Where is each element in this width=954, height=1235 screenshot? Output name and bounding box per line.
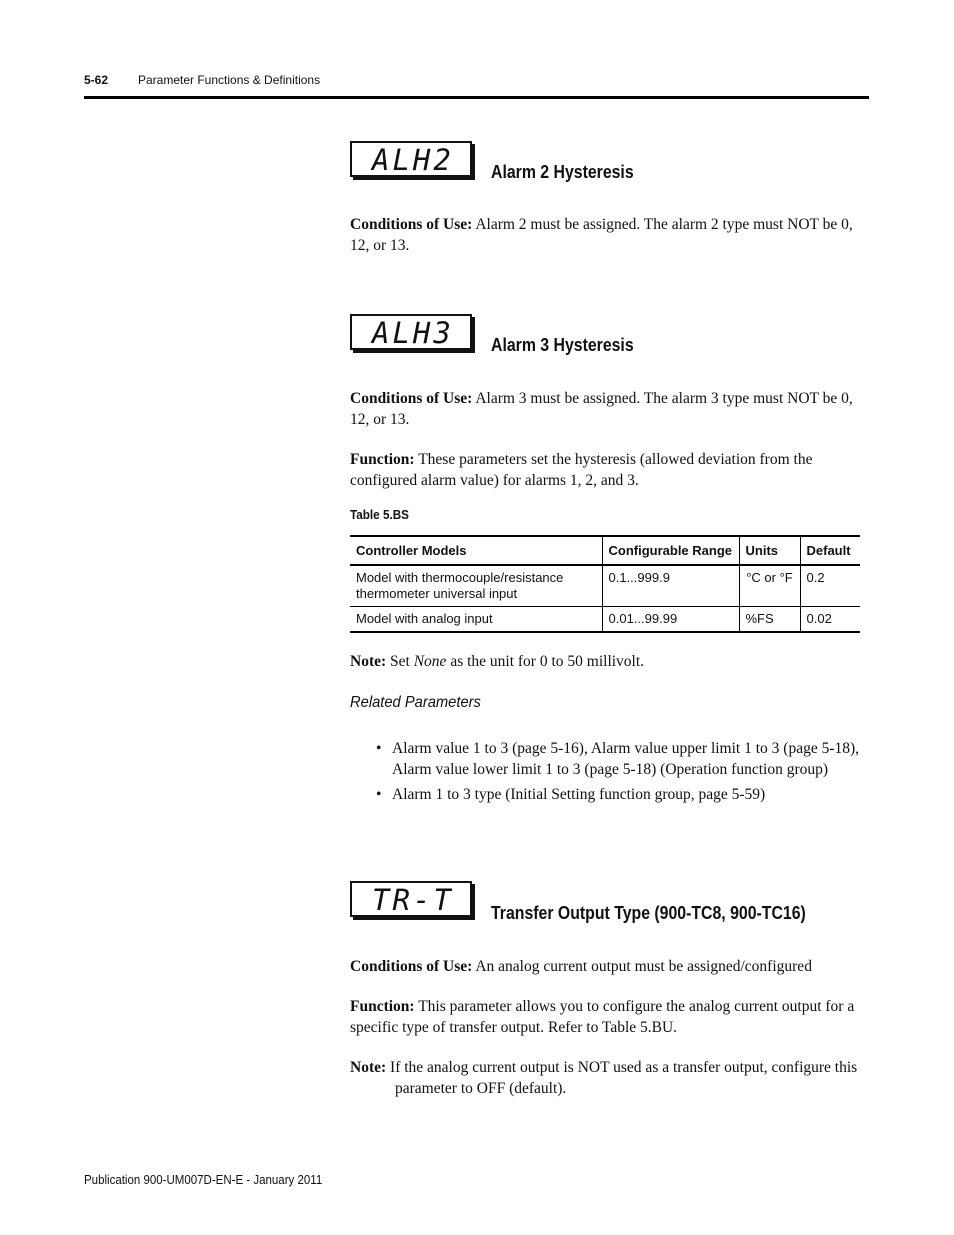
lcd-display-text: ALH3 xyxy=(372,316,454,350)
table-cell: 0.1...999.9 xyxy=(602,565,739,607)
table-header-cell: Configurable Range xyxy=(602,536,739,565)
related-parameters-list xyxy=(376,738,866,809)
table-cell: 0.02 xyxy=(800,607,860,633)
conditions-label: Conditions of Use: xyxy=(350,390,473,407)
lcd-display-trt xyxy=(350,881,472,917)
conditions-text: Alarm 2 must be assigned. The alarm 2 type must NOT be 0, 12, or 13. xyxy=(350,216,853,254)
table-cell: 0.01...99.99 xyxy=(602,607,739,633)
note-label: Note: xyxy=(350,653,387,670)
function-paragraph xyxy=(350,996,866,1038)
note-paragraph xyxy=(350,1057,866,1099)
conditions-label: Conditions of Use: xyxy=(350,958,473,975)
note-label: Note: xyxy=(350,1059,387,1076)
conditions-paragraph xyxy=(350,388,866,430)
note-emphasis: None xyxy=(413,653,447,670)
lcd-display-text: ALH2 xyxy=(372,143,454,177)
related-parameters-heading: Related Parameters xyxy=(350,694,481,711)
note-text-pre: Set xyxy=(390,653,410,670)
note-text: If the analog current output is NOT used as a transfer output, configure this parameter to OFF (default). xyxy=(390,1059,858,1097)
note-text-post: as the unit for 0 to 50 millivolt. xyxy=(450,653,645,670)
section-title: Transfer Output Type (900-TC8, 900-TC16) xyxy=(491,903,806,923)
conditions-paragraph xyxy=(350,956,866,977)
publication-footer: Publication 900-UM007D-EN-E - January 2011 xyxy=(84,1173,323,1187)
table-header-cell: Controller Models xyxy=(350,536,602,565)
function-text: This parameter allows you to configure the analog current output for a specific type of transfer output. Refer to Table 5.BU. xyxy=(350,998,855,1036)
conditions-paragraph xyxy=(350,214,866,256)
function-label: Function: xyxy=(350,998,415,1015)
lcd-display-alh2 xyxy=(350,141,472,177)
section-title: Alarm 2 Hysteresis xyxy=(491,162,634,182)
table-cell: %FS xyxy=(739,607,800,633)
table-cell: Model with analog input xyxy=(350,607,602,633)
header-rule xyxy=(84,96,869,99)
table-row xyxy=(350,607,860,633)
running-header: Parameter Functions & Definitions xyxy=(138,73,321,87)
list-item-text: Alarm 1 to 3 type (Initial Setting function group, page 5-59) xyxy=(392,786,766,803)
table-header-cell: Units xyxy=(739,536,800,565)
function-text: These parameters set the hysteresis (allowed deviation from the configured alarm value) for alarms 1, 2, and 3. xyxy=(350,451,813,489)
note-paragraph xyxy=(350,651,866,672)
conditions-text: Alarm 3 must be assigned. The alarm 3 type must NOT be 0, 12, or 13. xyxy=(350,390,853,428)
bullet-icon: • xyxy=(376,740,382,757)
parameter-table xyxy=(350,535,860,633)
list-item-text: Alarm value 1 to 3 (page 5-16), Alarm value upper limit 1 to 3 (page 5-18), Alarm value lower limit 1 to 3 (page 5-18) (Operation function group) xyxy=(392,740,860,778)
table-header-row xyxy=(350,536,860,565)
table-cell: Model with thermocouple/resistance thermometer universal input xyxy=(350,565,602,607)
function-label: Function: xyxy=(350,451,415,468)
table-caption: Table 5.BS xyxy=(350,507,409,522)
conditions-label: Conditions of Use: xyxy=(350,216,473,233)
table-row xyxy=(350,565,860,607)
conditions-text: An analog current output must be assigned/configured xyxy=(475,958,812,975)
list-item xyxy=(376,738,866,780)
page-number: 5-62 xyxy=(84,73,109,87)
table-cell: °C or °F xyxy=(739,565,800,607)
bullet-icon: • xyxy=(376,786,382,803)
list-item xyxy=(376,784,866,805)
section-title: Alarm 3 Hysteresis xyxy=(491,335,634,355)
function-paragraph xyxy=(350,449,866,491)
lcd-display-text: TR-T xyxy=(372,883,454,917)
lcd-display-alh3 xyxy=(350,314,472,350)
table-cell: 0.2 xyxy=(800,565,860,607)
table-header-cell: Default xyxy=(800,536,860,565)
